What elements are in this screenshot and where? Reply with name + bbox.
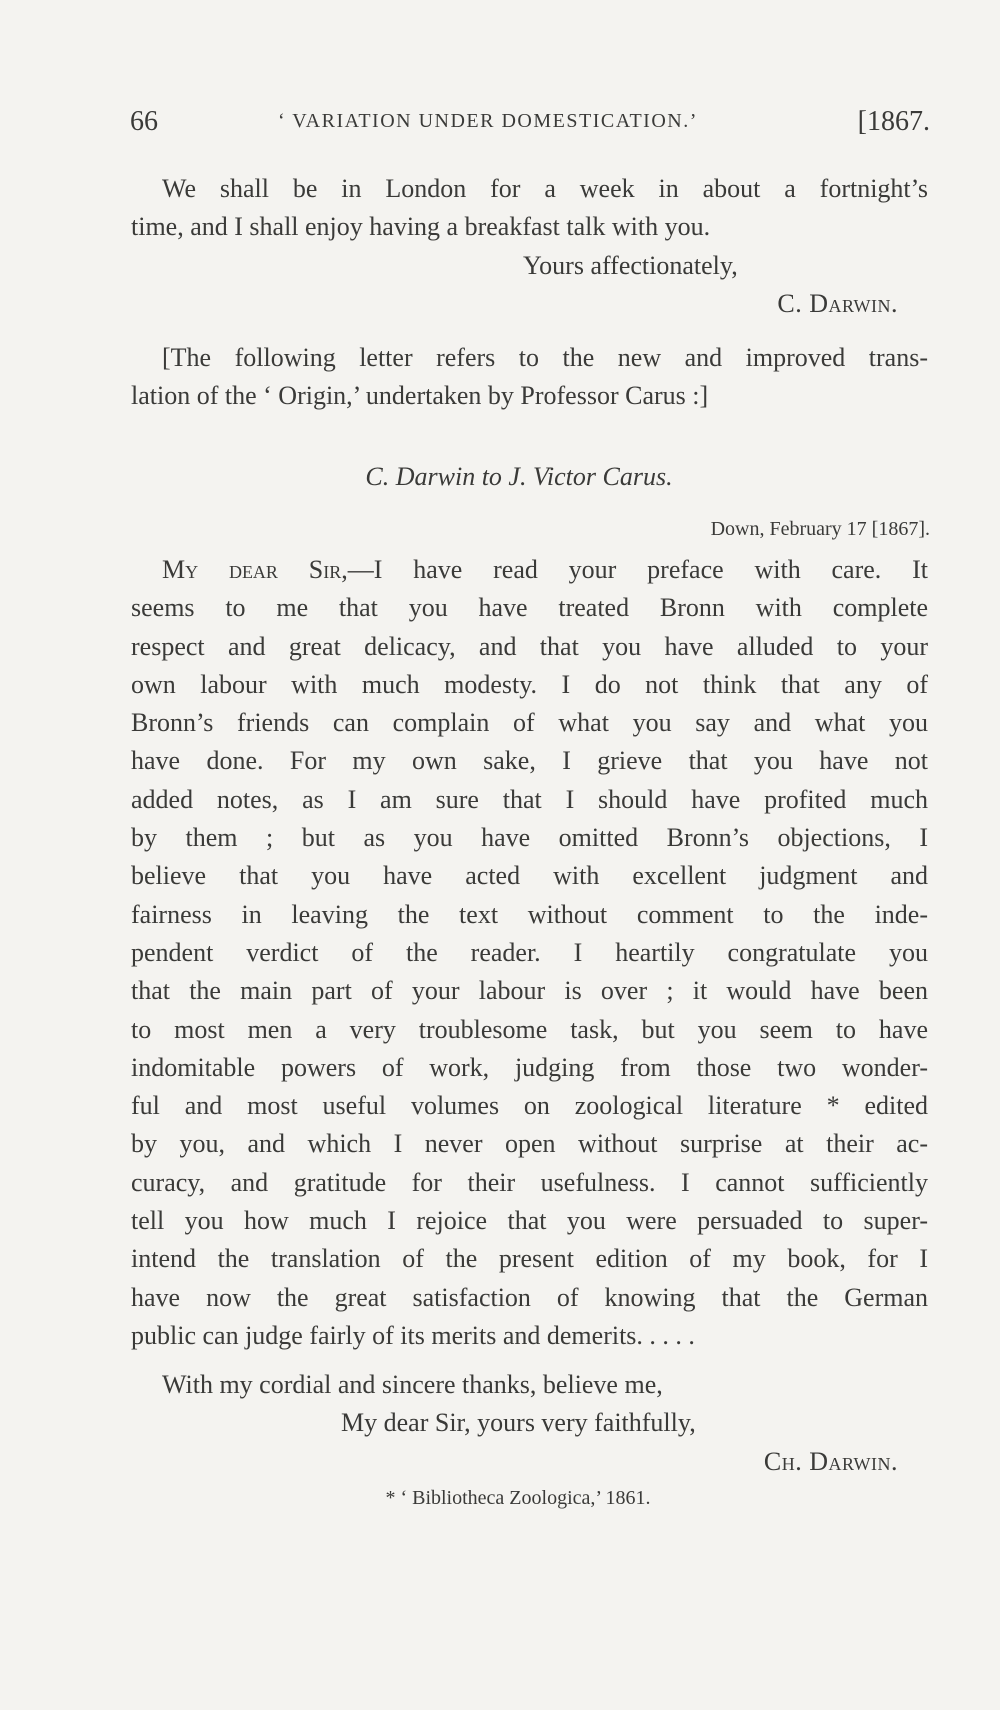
page-header (130, 106, 930, 146)
editorial-line: [The following letter refers to the new and improved trans- (162, 343, 928, 372)
paragraph-1 (131, 170, 928, 247)
letter-dateline: Down, February 17 [1867]. (710, 518, 930, 540)
letter-first-line (131, 551, 928, 589)
salutation: My dear Sir, (162, 555, 348, 584)
header-year: [1867. (857, 106, 930, 137)
letter-line: have now the great satisfaction of knowing that the German (131, 1282, 928, 1312)
letter-line: added notes, as I am sure that I should have profited much (131, 784, 928, 814)
closing-line: With my cordial and sincere thanks, believe me, (162, 1370, 663, 1399)
letter-line: to most men a very troublesome task, but you seem to have (131, 1014, 928, 1044)
letter-line: ful and most useful volumes on zoological literature * edited (131, 1091, 928, 1121)
closing-2 (131, 1366, 928, 1481)
letter-line: have done. For my own sake, I grieve that you have not (131, 746, 928, 776)
first-line-text: —I have read your preface with care. It (347, 555, 929, 584)
footnote: * ‘ Bibliotheca Zoologica,’ 1861. (385, 1487, 651, 1509)
letter-line: that the main part of your labour is over ; it would have been (131, 976, 928, 1006)
running-title: ‘ VARIATION UNDER DOMESTICATION.’ (278, 110, 698, 132)
editorial-line: lation of the ‘ Origin,’ undertaken by Professor Carus :] (131, 381, 709, 411)
signature-1: C. Darwin. (777, 289, 898, 319)
letter-line: by them ; but as you have omitted Bronn’s objections, I (131, 823, 928, 853)
letter-line: own labour with much modesty. I do not think that any of (131, 669, 928, 699)
letter-line: believe that you have acted with excellent judgment and (131, 861, 928, 891)
letter-line: respect and great delicacy, and that you have alluded to your (131, 631, 928, 661)
page-number: 66 (130, 106, 158, 137)
editorial-note (131, 339, 928, 416)
letter-line: tell you how much I rejoice that you were persuaded to super- (131, 1206, 928, 1236)
paragraph-line: time, and I shall enjoy having a breakfast talk with you. (131, 212, 711, 242)
letter-line: fairness in leaving the text without comment to the inde- (131, 899, 928, 929)
letter-line: seems to me that you have treated Bronn with complete (131, 593, 928, 623)
letter-line: curacy, and gratitude for their usefulness. I cannot sufficiently (131, 1167, 928, 1197)
letter-line: indomitable powers of work, judging from those two wonder- (131, 1052, 928, 1082)
letter-line: intend the translation of the present edition of my book, for I (131, 1244, 928, 1274)
valediction-2: My dear Sir, yours very faithfully, (341, 1408, 696, 1438)
closing-1 (131, 247, 928, 324)
letter-body (131, 551, 928, 1355)
letter-line: pendent verdict of the reader. I heartily congratulate you (131, 937, 928, 967)
signature-2: Ch. Darwin. (763, 1446, 898, 1476)
letter-line: by you, and which I never open without surprise at their ac- (131, 1129, 928, 1159)
letter-line: public can judge fairly of its merits and demerits. . . . . (131, 1320, 695, 1350)
letter-heading: C. Darwin to J. Victor Carus. (365, 462, 673, 491)
valediction-1: Yours affectionately, (523, 251, 738, 280)
letter-line: Bronn’s friends can complain of what you say and what you (131, 708, 928, 738)
paragraph-line: We shall be in London for a week in about a fortnight’s (162, 174, 928, 203)
